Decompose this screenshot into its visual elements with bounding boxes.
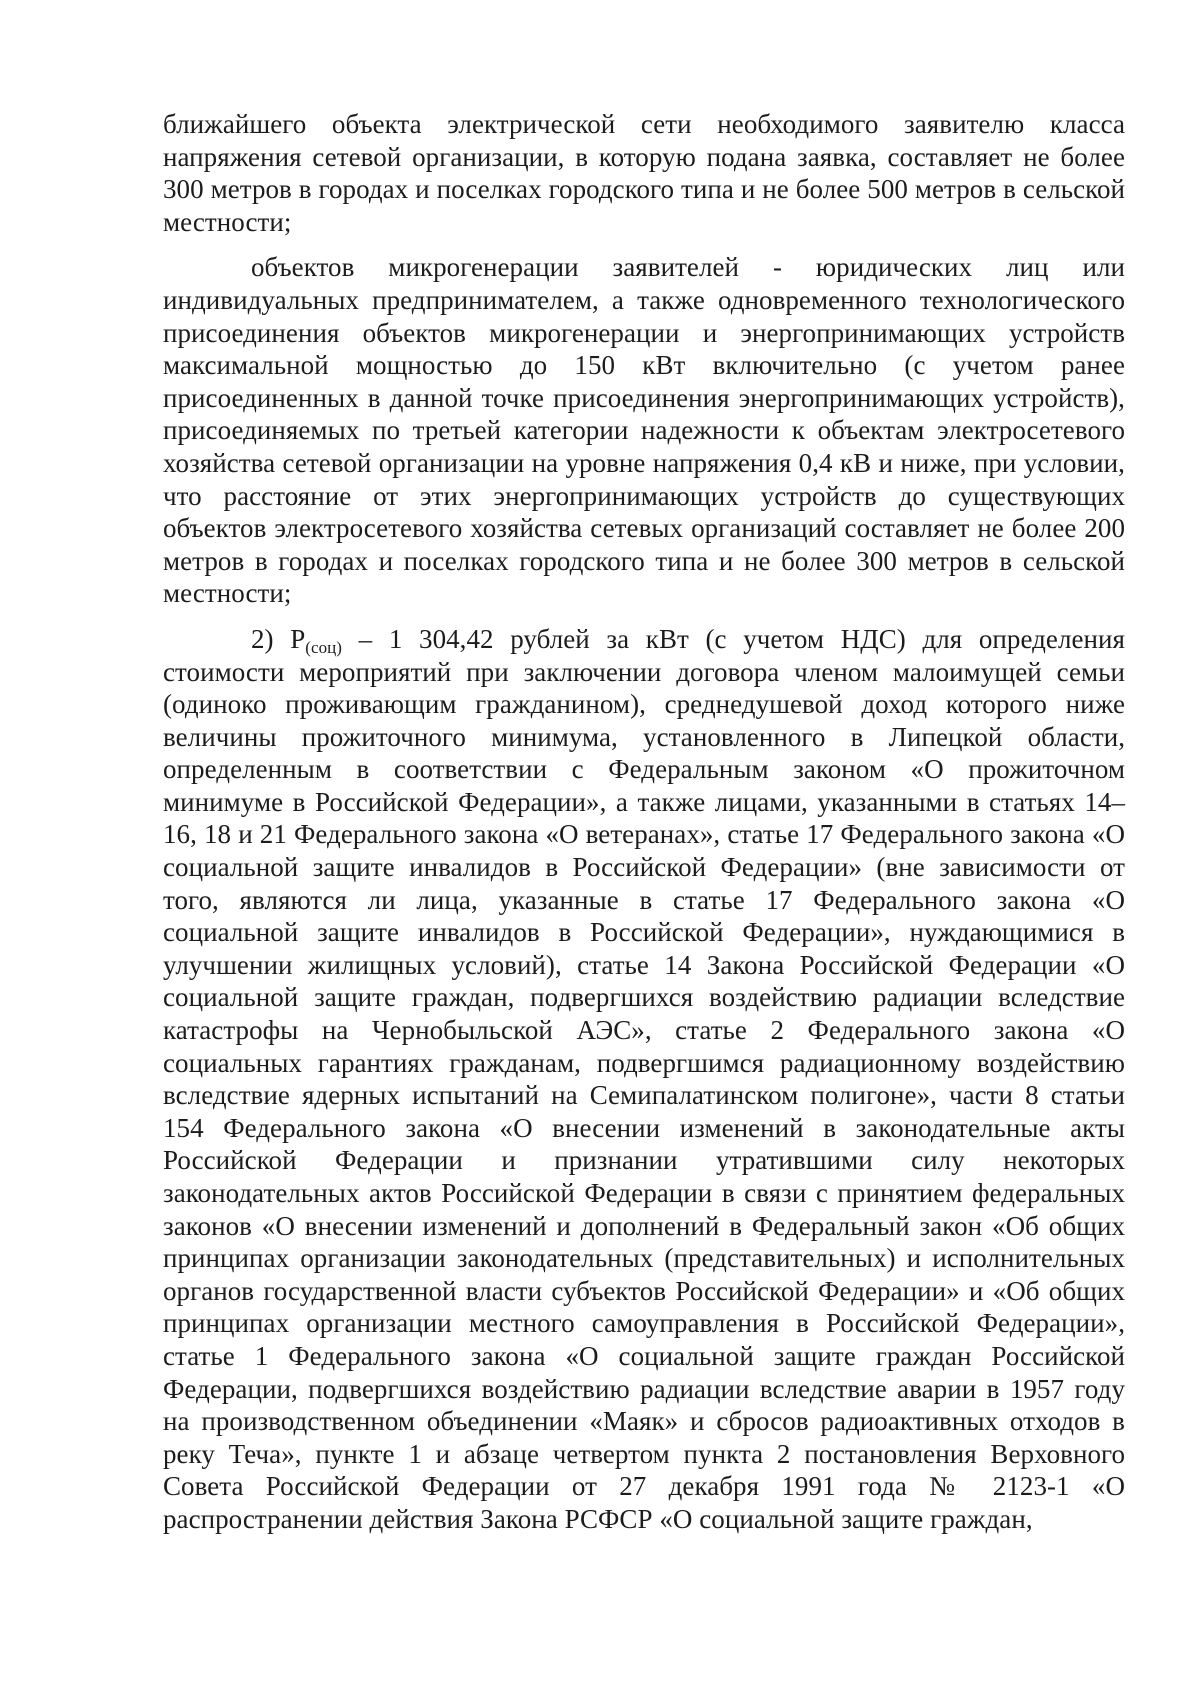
rate-subscript: (соц) — [305, 637, 343, 657]
rate-symbol: 2) P — [251, 623, 306, 654]
paragraph-microgeneration: объектов микрогенерации заявителей - юридических лиц или индивидуальных предпринимателем, а также одновременного технологического присоединения объектов микрогенерации и энергопринимающих устройств максимальной мощностью до 150 кВт включительно (с учетом ранее присоединенных в данной точке присоединения энергопринимающих устройств), присоединяемых по третьей категории надежности к объектам электросетевого хозяйства сетевой организации на уровне напряжения 0,4 кВ и ниже, при условии, что расстояние от этих энергопринимающих устройств до существующих объектов электросетевого хозяйства сетевых организаций составляет не более 200 метров в городах и поселках городского типа и не более 300 метров в сельской местности; — [163, 252, 1125, 609]
document-body — [163, 108, 1125, 1536]
rate-description: – 1 304,42 рублей за кВт (с учетом НДС) для определения стоимости мероприятий при заключении договора членом малоимущей семьи (одиноко проживающим гражданином), среднедушевой доход которого ниже величины прожиточного минимума, установленного в Липецкой области, определенным в соответствии с Федеральным законом «О прожиточном минимуме в Российской Федерации», а также лицами, указанными в статьях 14–16, 18 и 21 Федерального закона «О ветеранах», статье 17 Федерального закона «О социальной защите инвалидов в Российской Федерации» (вне зависимости от того, являются ли лица, указанные в статье 17 Федерального закона «О социальной защите инвалидов в Российской Федерации», нуждающимися в улучшении жилищных условий), статье 14 Закона Российской Федерации «О социальной защите граждан, подвергшихся воздействию радиации вследствие катастрофы на Чернобыльской АЭС», статье 2 Федерального закона «О социальных гарантиях гражданам, подвергшимся радиационному воздействию вследствие ядерных испытаний на Семипалатинском полигоне», части 8 статьи 154 Федерального закона «О внесении изменений в законодательные акты Российской Федерации и признании утратившими силу некоторых законодательных актов Российской Федерации в связи с принятием федеральных законов «О внесении изменений и дополнений в Федеральный закон «Об общих принципах организации законодательных (представительных) и исполнительных органов государственной власти субъектов Российской Федерации» и «Об общих принципах организации местного самоуправления в Российской Федерации», статье 1 Федерального закона «О социальной защите граждан Российской Федерации, подвергшихся воздействию радиации вследствие аварии в 1957 году на производственном объединении «Маяк» и сбросов радиоактивных отходов в реку Теча», пункте 1 и абзаце четвертом пункта 2 постановления Верховного Совета Российской Федерации от 27 декабря 1991 года № 2123-1 «О распространении действия Закона РСФСР «О социальной защите граждан, — [163, 623, 1125, 1534]
paragraph-social-rate — [163, 623, 1125, 1536]
paragraph-distance-conditions: ближайшего объекта электрической сети необходимого заявителю класса напряжения сетевой организации, в которую подана заявка, составляет не более 300 метров в городах и поселках городского типа и не более 500 метров в сельской местности; — [163, 109, 1125, 237]
